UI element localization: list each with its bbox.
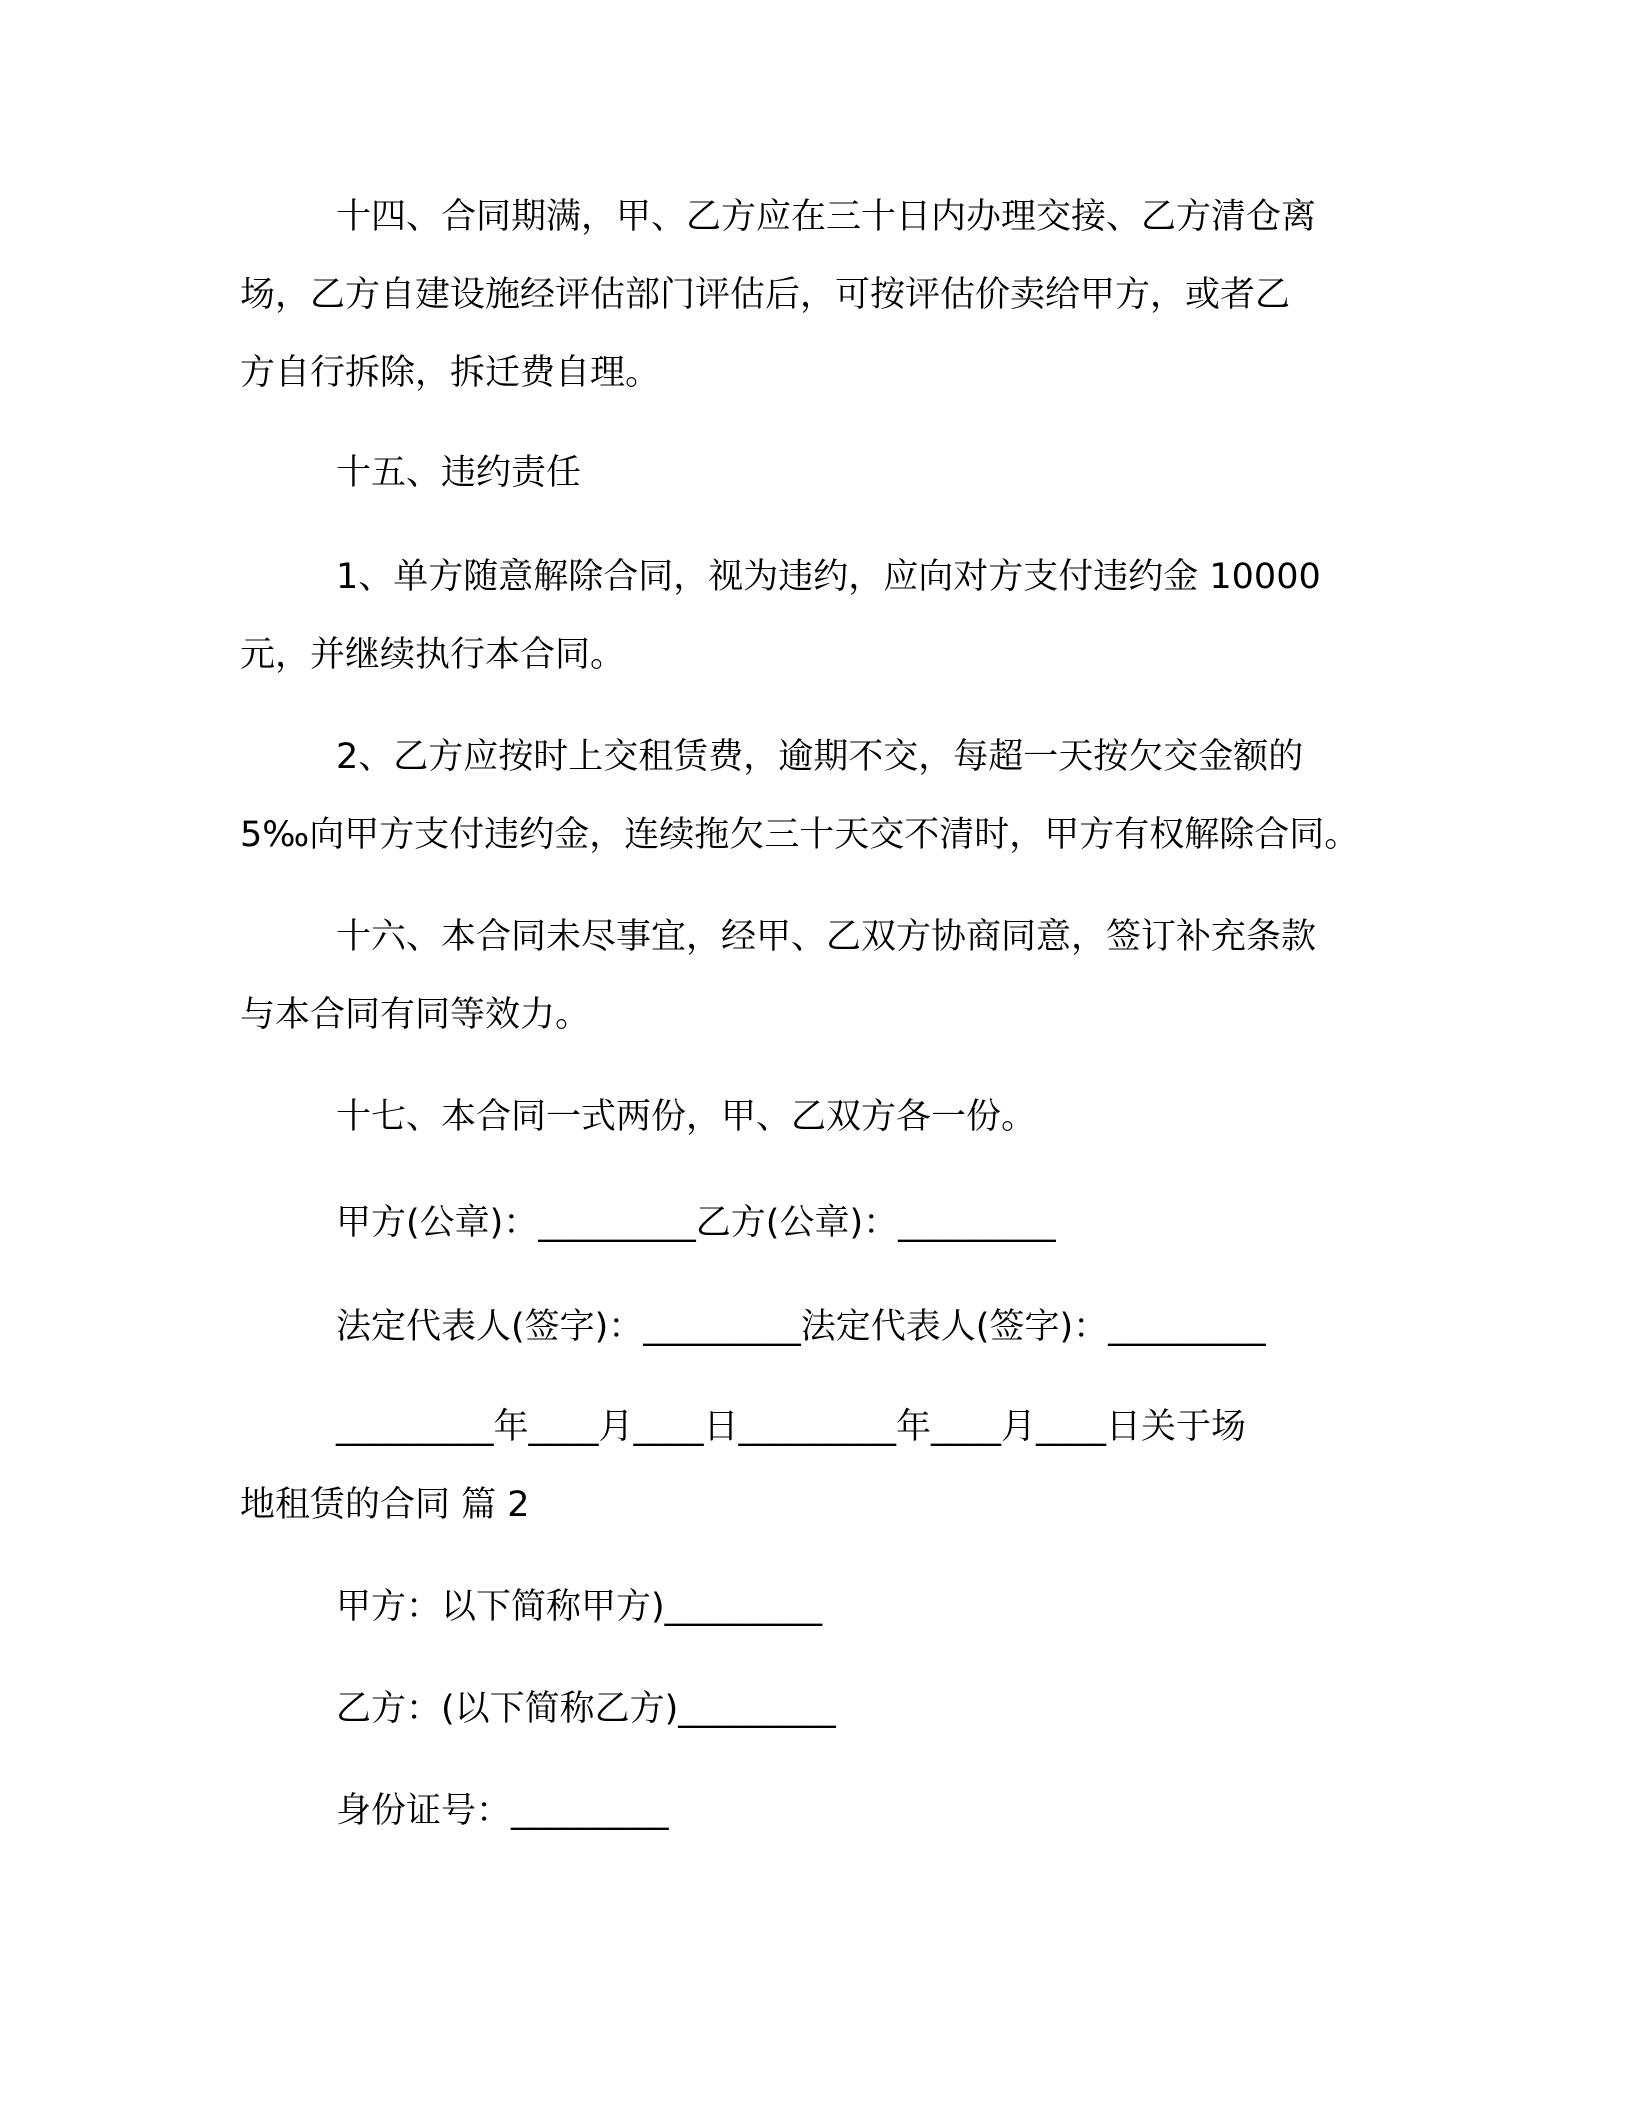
clause-15-item-2-line-1: 2、乙方应按时上交租赁费，逾期不交，每超一天按欠交金额的 [336, 737, 1304, 777]
party-b-line: 乙方：(以下简称乙方)_________ [336, 1689, 836, 1729]
seal-signature-line: 甲方(公章)：_________乙方(公章)：_________ [336, 1203, 1056, 1243]
clause-14-line-3: 方自行拆除，拆迁费自理。 [240, 353, 661, 393]
clause-14-line-2: 场，乙方自建设施经评估部门评估后，可按评估价卖给甲方，或者乙 [240, 275, 1291, 315]
id-number-line: 身份证号：_________ [336, 1791, 669, 1831]
date-line: _________年____月____日_________年____月____日关于场 [336, 1407, 1247, 1447]
clause-15-item-1-line-2: 元，并继续执行本合同。 [240, 635, 626, 675]
contract-title-line: 地租赁的合同 篇 2 [240, 1485, 530, 1525]
clause-16-line-2: 与本合同有同等效力。 [240, 995, 591, 1035]
party-a-line: 甲方：以下简称甲方)_________ [336, 1587, 823, 1627]
clause-15-heading: 十五、违约责任 [336, 453, 582, 493]
clause-15-item-2-line-2: 5‰向甲方支付违约金，连续拖欠三十天交不清时，甲方有权解除合同。 [240, 815, 1360, 855]
clause-16-line-1: 十六、本合同未尽事宜，经甲、乙双方协商同意，签订补充条款 [336, 917, 1317, 957]
clause-15-item-1-line-1: 1、单方随意解除合同，视为违约，应向对方支付违约金 10000 [336, 557, 1321, 597]
clause-14-line-1: 十四、合同期满，甲、乙方应在三十日内办理交接、乙方清仓离 [336, 197, 1317, 237]
legal-representative-line: 法定代表人(签字)：_________法定代表人(签字)：_________ [336, 1307, 1266, 1347]
clause-17-line: 十七、本合同一式两份，甲、乙双方各一份。 [336, 1097, 1037, 1137]
